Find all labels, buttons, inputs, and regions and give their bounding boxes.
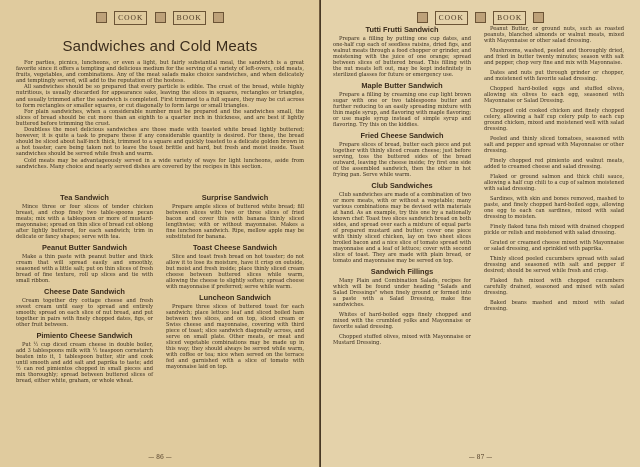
recipe-heading: Cheese Date Sandwich <box>44 287 125 296</box>
recipe-heading: Club Sandwiches <box>371 181 433 190</box>
left-column-1 <box>16 194 153 384</box>
filling-entry: Grated or creamed cheese mixed with Mayonnaise or salad dressing, and sprinkled with paprika. <box>484 240 624 252</box>
intro-paragraph: For parties, picnics, luncheons, or even a light, but fairly substantial meal, the sandwich is a great favorite since it offers a tempting and delicious medium for the serving of a variety of left-overs, cold meats, fruits, vegetables, and combinations. Any of the meat salads make choice sandwiches, and when delicately and temptingly served, will add to the reputation of the hostess. <box>16 60 304 85</box>
running-head-right <box>321 7 640 26</box>
intro-paragraph: All sandwiches should be so prepared that every particle is edible. The crust of the bread, while highly nutritious, is usually discarded for appearance sake, leaving the slices in squares, rectangles or triangles, and usually trimmed after the sandwich is completed. First trimmed to a full square, they may be cut across to form rectangles or smaller squares, or cut diagonally to form large or small triangles. <box>16 84 304 109</box>
intro-paragraph: Cold meats may be advantageously served in a wide variety of ways for light luncheons, aside from sandwiches. Many choice and nearly served dishes are covered by the recipes in this section. <box>16 157 304 170</box>
page-number-left: — 86 — <box>148 454 172 461</box>
recipe-heading: Pimiento Cheese Sandwich <box>36 331 133 340</box>
filling-entry: Peanut Butter, or ground nuts, such as roasted peanuts, blanched almonds or walnut meats, mixed with Mayonnaise or other salad dressing. <box>484 26 624 44</box>
recipe-heading: Tutti Frutti Sandwich <box>365 25 439 34</box>
recipe-text: Many Plain and Combination Salads, recipes for which will be found under heading "Salads and Salad Dressings" when finely ground or formed into a paste with a Salad Dressing, make fine sandwiches. <box>333 278 471 308</box>
running-head-left <box>0 7 320 26</box>
recipe-text: Slice and toast fresh bread on hot toaster; do not allow it to lose its moisture, have it crisp on outside, but moist and fresh inside; place thinly sliced cream cheese between buttered slices while warm, allowing the cheese to slightly soften; spread cheese with mayonnaise if preferred; serve while warm. <box>166 254 304 290</box>
recipe-heading: Maple Butter Sandwich <box>361 81 443 90</box>
running-head-word-2: BOOK <box>493 11 526 25</box>
recipe-heading: Luncheon Sandwich <box>199 293 271 302</box>
recipe-text: Prepare a filling by creaming one cup light brown sugar with one or two tablespoons butter and further reducing to an easily spreading mixture with thin maple syrup, and flavoring with maple flavoring; or use maple syrup instead of simple syrup and flavoring. Try this on the kiddies. <box>333 92 471 128</box>
ornament-icon <box>213 12 224 23</box>
filling-entry: Finely flaked tuna fish mixed with drained chopped pickle or relish and moistened with salad dressing. <box>484 224 624 236</box>
recipe-heading: Fried Cheese Sandwich <box>360 131 444 140</box>
ornament-icon <box>475 12 486 23</box>
filling-entry: Chopped cold cooked chicken and finely chopped celery, allowing a half cup celery pulp to each cup ground chicken, mixed and moistened well with salad dressing. <box>484 108 624 132</box>
recipe-heading: Sandwich Fillings <box>370 267 434 276</box>
ornament-icon <box>533 12 544 23</box>
recipe-heading: Toast Cheese Sandwich <box>192 243 278 252</box>
intro-text <box>16 60 304 170</box>
right-page <box>321 0 640 467</box>
ornament-icon <box>417 12 428 23</box>
recipe-text: Put ½ cup diced cream cheese in double boiler, add 3 tablespoons milk with ½ teaspoon cornstarch beaten into it, 1 tablespoon butter, stir and cook until smooth and add salt and paprika to taste; add ½ can red pimientos chopped in small pieces and mix thoroughly; spread between buttered slices of bread, either white, graham, or whole wheat. <box>16 342 153 384</box>
right-column-2 <box>484 26 624 312</box>
filling-entry: Flaked fish mixed with chopped cucumbers carefully drained, seasoned and mixed with salad dressing. <box>484 278 624 296</box>
filling-entry: Mushrooms, washed, peeled and thoroughly dried, and fried in butter twenty minutes; season with salt and pepper, chop very fine and mix with Mayonnaise. <box>484 48 624 66</box>
filling-entry: Flaked or ground salmon and thick chili sauce, allowing a half cup chili to a cup of salmon moistened with salad dressing. <box>484 174 624 192</box>
page-title: Sandwiches and Cold Meats <box>62 38 258 55</box>
filling-entry: Chopped hard-boiled eggs and stuffed olives, allowing six olives to each egg, seasoned with Mayonnaise or Salad Dressing. <box>484 86 624 104</box>
filling-entry: Finely chopped red pimiento and walnut meats, added to creamed cheese and salad dressing. <box>484 158 624 170</box>
ornament-icon <box>96 12 107 23</box>
recipe-text: Club sandwiches are made of a combination of two or more meats, with or without a vegetable; many various combinations may be devised with materials at hand. As an example, try this one by a nationally known chef: Toast two slices sandwich bread on both sides, and spread over each a mixture of equal parts of prepared mustard and butter; cover one piece with thinly sliced chicken, lay on two sheet slices broiled bacon and a nice slice of tomato spread with mayonnaise and a leaf of lettuce; cover with second slice of toast. They are made with plain bread, or tomato and mayonnaise may be served on top. <box>333 192 471 264</box>
recipe-heading: Peanut Butter Sandwich <box>41 243 127 252</box>
recipe-text: Mince three or four slices of tender chicken breast, and chop finely two table-spoons pecan meats; mix with a tablespoon or more of mustard-mayonnaise; spread on thin slice of bread cut oblong after lightly buttered, for each sandwich; trim in delicate or fancy shapes; serve with tea. <box>16 204 153 240</box>
page-number-right: — 87 — <box>468 454 493 461</box>
right-column-1 <box>333 26 471 346</box>
recipe-text: Prepare a filling by putting one cup dates, and one-half cup each of seedless raisins, dried figs, and walnut meats through a food chopper or grinder, and moistening with the juice of one orange; spread between slices of buttered bread. This filling with the nut meats left out, may be kept indefinitely in sterilized glasses for future or emergency use. <box>333 36 471 78</box>
filling-entry: Sardines, with skin and bones removed, mashed to paste, and finely chopped hard-boiled eggs, allowing one egg to each can sardines, mixed with salad dressing to moisten. <box>484 196 624 220</box>
filling-entry: Baked beans mashed and mixed with salad dressing. <box>484 300 624 312</box>
running-head-word-1: COOK <box>114 11 147 25</box>
recipe-text: Cream together dry cottage cheese and fresh sweet cream until easy to spread and entirely smooth; spread on each slice of nut bread, and put together in pairs with finely chopped dates, figs, or other fruit between. <box>16 298 153 328</box>
intro-paragraph: For plain sandwiches, when a considerable number must be prepared and the sandwiches small, the slices of bread should be cut more than an eighth to a quarter inch in thickness, and are best if lightly buttered before trimming the crust. <box>16 108 304 127</box>
recipe-heading: Surprise Sandwich <box>201 193 269 202</box>
recipe-text: Make a thin paste with peanut butter and thick cream that will spread easily and smoothly, seasoned with a little salt; put on thin slices of fresh bread of fine texture, roll up slices and tie with small ribbon. <box>16 254 153 284</box>
recipe-text: Prepare ample slices of buttered white bread; fill between slices with two or three slices of fried bacon and cover this with banana thinly sliced lengthwise; with or without mayonnaise. Makes a fine luncheon sandwich. Ripe, mellow apple may be substituted for banana. <box>166 204 304 240</box>
running-head-word-1: COOK <box>435 11 468 25</box>
filling-entry: Thinly sliced peeled cucumbers spread with salad dressing and seasoned with salt and pepper if desired; should be served while fresh and crisp. <box>484 256 624 274</box>
ornament-icon <box>155 12 166 23</box>
left-column-2 <box>166 194 304 370</box>
recipe-text: Whites of hard-boiled eggs finely chopped and mixed with the crumbled yolks and Mayonnaise or favorite salad dressing. <box>333 312 471 330</box>
recipe-text: Prepare slices of bread, butter each piece and put together with thinly sliced cream cheese; just before serving, toss the buttered sides of the bread outward, leaving the cheese inside; fry first one side of the assembled sandwich, then the other in hot frying pan. Serve while warm. <box>333 142 471 178</box>
recipe-text: Prepare three slices of buttered toast for each sandwich; place lettuce leaf and sliced boiled ham between two slices, and on top, sliced cream or Swiss cheese and mayonnaise, covering with third piece of toast; slice sandwich diagonally across, and serve on small plate. Other meats, or meat and sliced vegetable combinations may be made up in this way; they should always be served while warm, with coffee or tea; nice when served on the terrace fed and garnished with a slice of tomato with mayonnaise laid on top. <box>166 304 304 370</box>
running-head-word-2: BOOK <box>173 11 206 25</box>
filling-entry: Dates and nuts put through grinder or chopper, and moistened with favorite salad dressing. <box>484 70 624 82</box>
recipe-heading: Tea Sandwich <box>60 193 109 202</box>
filling-entry: Peeled and thinly sliced tomatoes, seasoned with salt and pepper and spread with Mayonnaise or other dressing. <box>484 136 624 154</box>
intro-paragraph: Doubtless the most delicious sandwiches are those made with toasted white bread lightly buttered; however, it is quite a task to prepare these if any considerable quantity is desired. For these, the bread should be sliced about half-inch thick, trimmed to a square and quickly toasted to a delicate golden brown in a hot toaster, care being taken not to leave the toast brittle and hard, but fresh and moist inside. Toast sandwiches should be served while fresh and warm. <box>16 127 304 158</box>
recipe-text: Chopped stuffed olives, mixed with Mayonnaise or Mustard Dressing. <box>333 334 471 346</box>
